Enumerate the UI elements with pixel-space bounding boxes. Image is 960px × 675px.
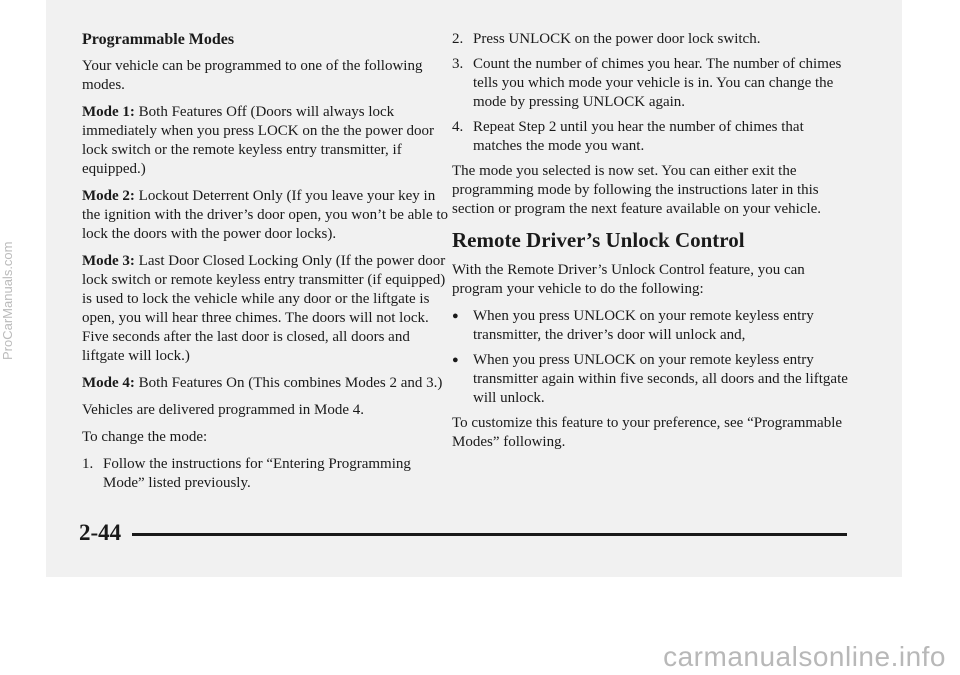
mode-text: Both Features Off (Doors will always lock immediately when you press LOCK on the the power door lock switch or the remote keyless entry transmitter, if equipped.) xyxy=(82,104,435,177)
mode-text: Both Features On (This combines Modes 2 and 3.) xyxy=(138,375,443,391)
step-number: 4. xyxy=(452,119,464,135)
mode-text: Last Door Closed Locking Only (If the power door lock switch or remote keyless entry transmitter (if equipped) is used to lock the vehicle while any door or the liftgate is open, you will hear three chimes. The doors will not lock. Five seconds after the last door is closed, all doors and liftgate will lock.) xyxy=(82,253,446,364)
step-text: Repeat Step 2 until you hear the number of chimes that matches the mode you want. xyxy=(473,119,804,154)
mode-label: Mode 3: xyxy=(82,253,135,269)
mode-set-paragraph: The mode you selected is now set. You can either exit the programming mode by following the instructions later in this section or program the next feature available on your vehicle. xyxy=(452,163,822,217)
intro-paragraph: Your vehicle can be programmed to one of the following modes. xyxy=(82,58,423,93)
step-item xyxy=(82,455,454,493)
mode-4-paragraph xyxy=(82,374,454,393)
step-text: Count the number of chimes you hear. The number of chimes tells you which mode your vehicle is in. You can change the mode by pressing UNLOCK again. xyxy=(473,56,842,110)
step-item xyxy=(452,55,852,112)
mode-label: Mode 1: xyxy=(82,104,135,120)
step-text: Follow the instructions for “Entering Programming Mode” listed previously. xyxy=(103,456,411,491)
left-column xyxy=(82,30,454,499)
bullet-icon: ● xyxy=(452,310,459,322)
section-title-remote-drivers-unlock: Remote Driver’s Unlock Control xyxy=(452,228,745,252)
mode-1-paragraph xyxy=(82,103,454,179)
section-heading-programmable-modes: Programmable Modes xyxy=(82,31,235,48)
right-column xyxy=(452,30,852,460)
bullet-text: When you press UNLOCK on your remote keyless entry transmitter again within five seconds, all doors and the liftgate will unlock. xyxy=(473,352,848,406)
bullet-item xyxy=(452,307,852,345)
bullet-text: When you press UNLOCK on your remote keyless entry transmitter, the driver’s door will unlock and, xyxy=(473,308,814,343)
page-footer xyxy=(79,520,847,550)
customize-paragraph: To customize this feature to your preference, see “Programmable Modes” following. xyxy=(452,415,843,450)
step-number: 1. xyxy=(82,456,94,472)
step-item xyxy=(452,30,852,49)
delivered-paragraph: Vehicles are delivered programmed in Mode 4. xyxy=(82,402,364,418)
bottom-watermark: carmanualsonline.info xyxy=(663,641,946,672)
step-number: 2. xyxy=(452,31,464,47)
mode-3-paragraph xyxy=(82,252,454,366)
footer-rule xyxy=(132,533,847,536)
mode-label: Mode 4: xyxy=(82,375,135,391)
side-watermark: ProCarManuals.com xyxy=(0,241,15,360)
mode-label: Mode 2: xyxy=(82,188,135,204)
bullet-item xyxy=(452,351,852,408)
mode-text: Lockout Deterrent Only (If you leave your key in the ignition with the driver’s door open, you won’t be able to lock the doors with the power door locks). xyxy=(82,188,449,242)
mode-2-paragraph xyxy=(82,187,454,244)
step-text: Press UNLOCK on the power door lock switch. xyxy=(473,31,761,47)
bullet-icon: ● xyxy=(452,354,459,366)
step-item xyxy=(452,118,852,156)
change-mode-paragraph: To change the mode: xyxy=(82,429,208,445)
step-number: 3. xyxy=(452,56,464,72)
page-number: 2-44 xyxy=(79,520,122,545)
section-intro-paragraph: With the Remote Driver’s Unlock Control feature, you can program your vehicle to do the following: xyxy=(452,262,805,297)
